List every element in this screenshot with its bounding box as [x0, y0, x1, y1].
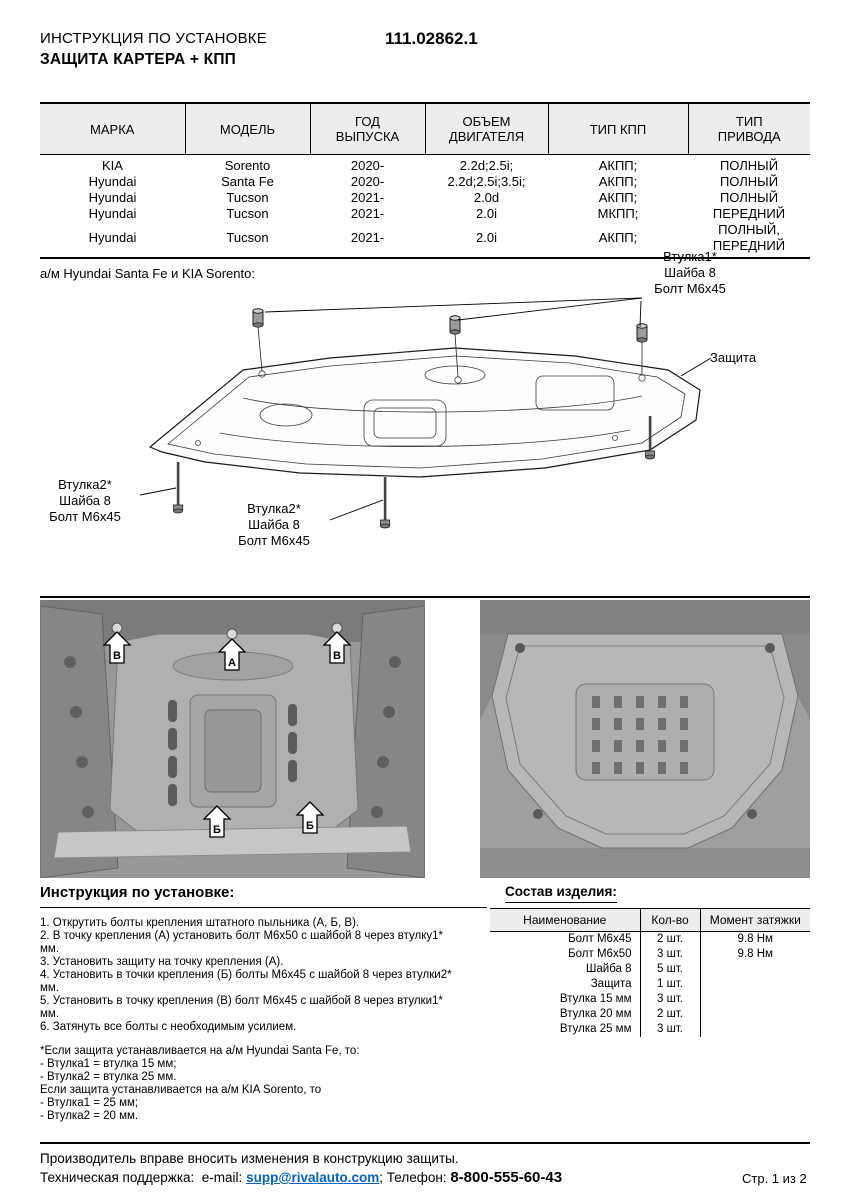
cell: 2.0i — [476, 230, 497, 245]
bolt-icon — [380, 477, 389, 528]
note-line: - Втулка1 = 25 мм; — [40, 1097, 139, 1109]
cell — [700, 992, 810, 1007]
note-line: - Втулка2 = 20 мм. — [40, 1110, 139, 1122]
cell: 2021- — [350, 190, 385, 205]
instruction-notes — [40, 1045, 470, 1123]
cell: АКПП; — [598, 190, 638, 205]
callout-line: Втулка2* — [247, 501, 301, 516]
cell: 9.8 Нм — [700, 932, 810, 948]
cell — [700, 962, 810, 977]
cell: 9.8 Нм — [700, 947, 810, 962]
cell: Sorento — [224, 158, 271, 173]
cell: Tucson — [226, 190, 269, 205]
underbody-photo-drawing — [40, 600, 425, 878]
instruction-step: 6. Затянуть все болты с необходимым усилием. — [40, 1021, 297, 1033]
callout-line: Втулка2* — [58, 477, 112, 492]
cell: 3 шт. — [640, 1022, 700, 1037]
phone-number: 8-800-555-60-43 — [450, 1169, 563, 1186]
note-line: Если защита устанавливается на а/м KIA Sorento, то — [40, 1084, 322, 1096]
cell: Втулка 15 мм — [559, 993, 632, 1005]
callout-vtulka2-left — [30, 477, 140, 525]
fitment-table — [40, 102, 810, 259]
callout-line: Втулка1* — [663, 249, 717, 264]
note-line: - Втулка1 = втулка 15 мм; — [40, 1058, 177, 1070]
header-text: МАРКА — [90, 121, 135, 137]
table-row — [40, 155, 810, 175]
header-row — [40, 103, 810, 155]
table-row — [490, 947, 810, 962]
note-line: *Если защита устанавливается на а/м Hyundai Santa Fe, то: — [40, 1045, 360, 1057]
header-cell: Кол-во — [640, 909, 700, 932]
cell: 2.0i — [476, 206, 497, 221]
callout-line: Шайба 8 — [664, 265, 716, 280]
header-cell — [40, 103, 185, 155]
cell: Втулка 20 мм — [559, 1008, 632, 1020]
table-row — [490, 992, 810, 1007]
exploded-view-drawing — [30, 248, 820, 578]
part-number: 111.02862.1 — [385, 29, 478, 48]
cell: 2.2d;2.5i;3.5i; — [447, 174, 526, 189]
cell: 2 шт. — [640, 1007, 700, 1022]
footer-divider — [40, 1142, 810, 1144]
header-cell — [548, 103, 688, 155]
footer-note: Производитель вправе вносить изменения в конструкцию защиты. — [40, 1151, 459, 1166]
instruction-step: 5. Установить в точку крепления (В) болт М6х45 с шайбой 8 через втулки1* мм. — [40, 995, 443, 1020]
header-text: ОБЪЕМ — [462, 114, 511, 129]
instructions-title: Инструкция по установке: — [40, 884, 487, 908]
callout-line: Шайба 8 — [59, 493, 111, 508]
svg-text:В: В — [333, 650, 341, 662]
header-text: ПРИВОДА — [717, 129, 781, 144]
table-row — [40, 190, 810, 206]
cell: МКПП; — [597, 206, 639, 221]
phone-label: Телефон: — [386, 1170, 447, 1185]
parts-title: Состав изделия: — [505, 884, 617, 903]
cell: Tucson — [226, 230, 269, 245]
cell: Болт М6х45 — [568, 933, 632, 945]
header-text: ВЫПУСКА — [335, 129, 400, 144]
cell — [700, 977, 810, 992]
callout-line: Болт М6х45 — [49, 509, 121, 524]
header-cell — [425, 103, 548, 155]
note-line: - Втулка2 = втулка 25 мм. — [40, 1071, 177, 1083]
table-row — [490, 1007, 810, 1022]
cell: Hyundai — [88, 230, 137, 245]
diagram-caption: а/м Hyundai Santa Fe и KIA Sorento: — [40, 266, 255, 281]
cell: АКПП; — [598, 174, 638, 189]
cell: 2021- — [350, 230, 385, 245]
table-row — [490, 1022, 810, 1037]
cell: 2021- — [350, 206, 385, 221]
cell: ПОЛНЫЙ — [719, 158, 779, 173]
callout-vtulka2-mid — [218, 501, 330, 549]
cell: 2020- — [350, 174, 385, 189]
section-divider — [40, 596, 810, 598]
bolt-icon — [173, 462, 182, 513]
cell: ПОЛНЫЙ — [719, 174, 779, 189]
cell: Втулка 25 мм — [559, 1023, 632, 1035]
cell: ПЕРЕДНИЙ — [712, 206, 786, 221]
cell: 2 шт. — [640, 932, 700, 948]
svg-text:Б: Б — [306, 820, 314, 832]
table-row — [490, 977, 810, 992]
cell: Hyundai — [88, 174, 137, 189]
cell: 5 шт. — [640, 962, 700, 977]
cell: Santa Fe — [221, 174, 274, 189]
cell — [700, 1022, 810, 1037]
installed-plate-drawing — [480, 600, 810, 878]
cell: 2020- — [350, 158, 385, 173]
cell: ПОЛНЫЙ, ПЕРЕДНИЙ — [712, 222, 786, 253]
installation-instructions — [40, 884, 487, 1123]
support-label: Техническая поддержка: e-mail: — [40, 1170, 243, 1185]
header-text: МОДЕЛЬ — [219, 121, 276, 137]
header-text: ТИП — [735, 114, 763, 129]
cell — [700, 1007, 810, 1022]
header-row — [490, 909, 810, 932]
cell: 3 шт. — [640, 947, 700, 962]
photo-installed-plate — [480, 600, 810, 878]
instruction-steps — [40, 917, 464, 1034]
email-link[interactable]: supp@rivalauto.com — [246, 1170, 380, 1185]
header-text: ТИП КПП — [589, 121, 647, 137]
bolt-icon — [253, 309, 263, 371]
cell: 2.0d — [473, 190, 500, 205]
header-text: ДВИГАТЕЛЯ — [448, 129, 525, 144]
page-title: ЗАЩИТА КАРТЕРА + КПП — [40, 51, 237, 68]
instruction-step: 1. Открутить болты крепления штатного пыльника (А, Б, В). — [40, 917, 360, 929]
callout-line: Болт М6х45 — [238, 533, 310, 548]
cell: Шайба 8 — [585, 963, 632, 975]
email-suffix: ; — [379, 1170, 384, 1185]
header-text: ГОД — [355, 114, 380, 129]
callout-vtulka1 — [625, 249, 755, 297]
cell: АКПП; — [598, 158, 638, 173]
svg-text:Б: Б — [213, 824, 221, 836]
callout-line: Болт М6х45 — [654, 281, 726, 296]
cell: Tucson — [226, 206, 269, 221]
cell: Hyundai — [88, 190, 137, 205]
photo-mount-points — [40, 600, 425, 878]
instruction-step: 3. Установить защиту на точку крепления (А). — [40, 956, 284, 968]
callout-line: Шайба 8 — [248, 517, 300, 532]
parts-table — [490, 908, 810, 1037]
cell: Hyundai — [88, 206, 137, 221]
cell: 2.2d;2.5i; — [459, 158, 514, 173]
header-cell — [185, 103, 310, 155]
callout-zashchita: Защита — [710, 350, 757, 365]
cell: Болт М6х50 — [568, 948, 632, 960]
cell: Защита — [590, 978, 632, 990]
svg-text:В: В — [113, 650, 121, 662]
doc-type: ИНСТРУКЦИЯ ПО УСТАНОВКЕ — [40, 30, 267, 47]
cell: 3 шт. — [640, 992, 700, 1007]
page-indicator: Стр. 1 из 2 — [742, 1171, 807, 1186]
svg-text:А: А — [228, 657, 236, 669]
footer-support — [40, 1169, 562, 1186]
table-row — [40, 206, 810, 222]
header-cell: Момент затяжки — [700, 909, 810, 932]
header-cell: Наименование — [490, 909, 640, 932]
header-cell — [310, 103, 425, 155]
instruction-step: 2. В точку крепления (А) установить болт М6х50 с шайбой 8 через втулку1* мм. — [40, 930, 443, 955]
cell: ПОЛНЫЙ — [719, 190, 779, 205]
table-row — [40, 174, 810, 190]
cell: 1 шт. — [640, 977, 700, 992]
table-row — [490, 962, 810, 977]
plate-outline — [150, 348, 700, 477]
header-cell — [688, 103, 810, 155]
table-row — [490, 932, 810, 948]
cell: АКПП; — [598, 230, 638, 245]
instruction-step: 4. Установить в точки крепления (Б) болты М6х45 с шайбой 8 через втулки2* мм. — [40, 969, 452, 994]
cell: KIA — [102, 158, 123, 173]
